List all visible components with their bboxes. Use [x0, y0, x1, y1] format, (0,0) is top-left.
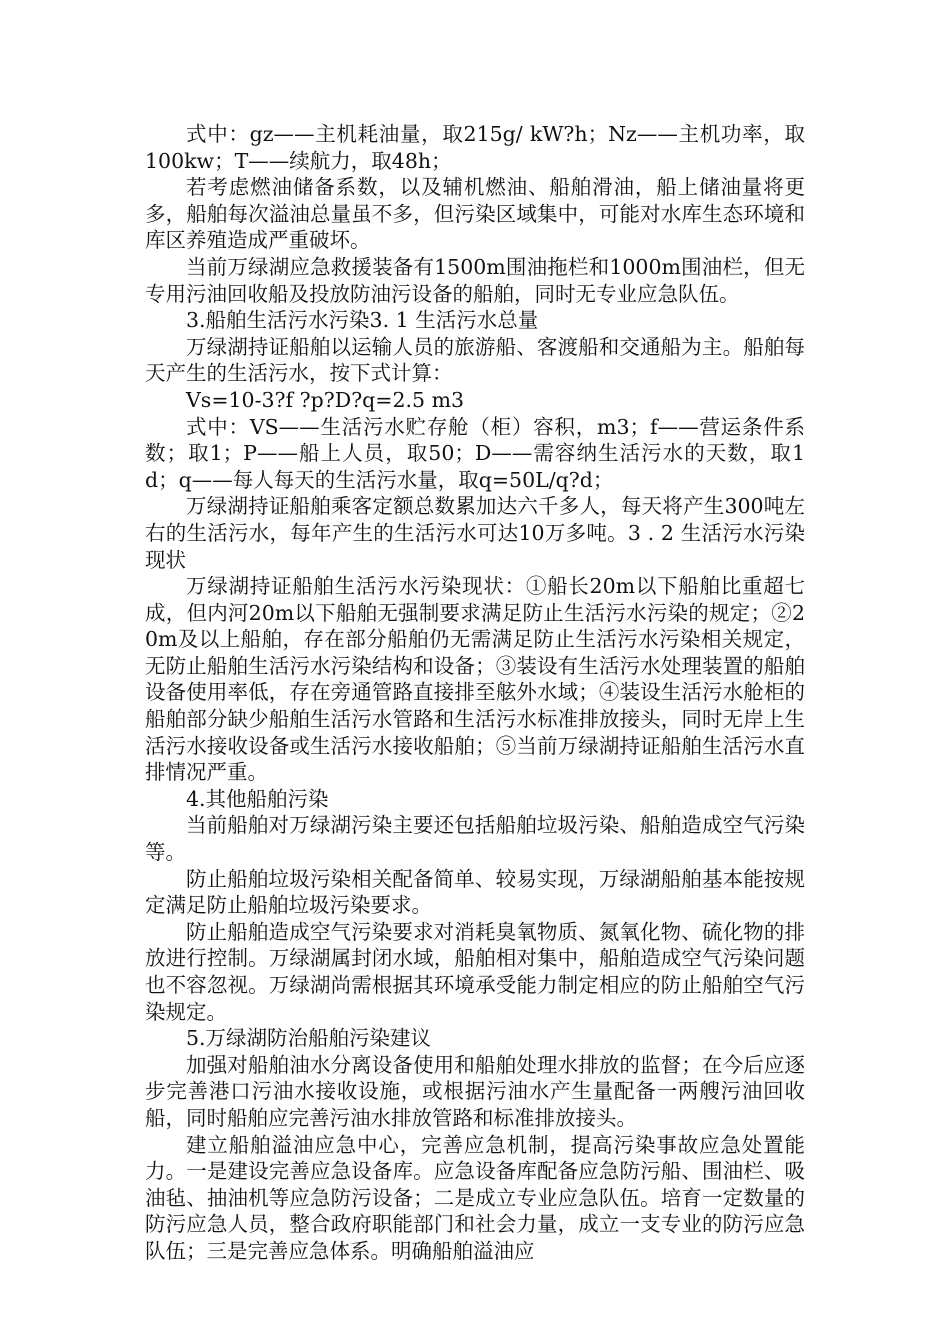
paragraph-sewage-status: 万绿湖持证船舶生活污水污染现状：①船长20m以下船舶比重超七成，但内河20m以下船舶无强制要求满足防止生活污水污染的规定；②20m及以上船舶，存在部分船舶仍无需满足防止生活污水污染相关规定，无防止船舶生活污水污染结构和设备；③装设有生活污水处理装置的船舶设备使用率低，存在旁通管路直接排至舷外水域；④装设生活污水舱柜的船舶部分缺少船舶生活污水管路和生活污水标准排放接头，同时无岸上生活污水接收设备或生活污水接收船舶；⑤当前万绿湖持证船舶生活污水直排情况严重。 — [145, 574, 805, 785]
section-heading-sewage-total: 3.船舶生活污水污染3. 1 生活污水总量 — [186, 308, 539, 333]
document-body — [145, 121, 805, 1265]
paragraph-garbage-pollution: 防止船舶垃圾污染相关配备简单、较易实现，万绿湖船舶基本能按规定满足防止船舶垃圾污染要求。 — [145, 866, 805, 918]
section-heading-other-pollution: 4.其他船舶污染 — [186, 786, 329, 811]
paragraph-recommendation-supervision: 加强对船舶油水分离设备使用和船舶处理水排放的监督；在今后应逐步完善港口污油水接收设施，或根据污油水产生量配备一两艘污油回收船，同时船舶应完善污油水排放管路和标准排放接头。 — [145, 1052, 805, 1130]
paragraph-other-pollution: 当前船舶对万绿湖污染主要还包括船舶垃圾污染、船舶造成空气污染等。 — [145, 813, 805, 865]
section-heading-recommendations: 5.万绿湖防治船舶污染建议 — [186, 1026, 432, 1051]
paragraph-recommendation-emergency-center: 建立船舶溢油应急中心，完善应急机制，提高污染事故应急处置能力。一是建设完善应急设备库。应急设备库配备应急防污船、围油栏、吸油毡、抽油机等应急防污设备；二是成立专业应急队伍。培育一定数量的防污应急人员，整合政府职能部门和社会力量，成立一支专业的防污应急队伍；三是完善应急体系。明确船舶溢油应 — [145, 1132, 805, 1263]
paragraph-formula-explanation-fuel: 式中：gz——主机耗油量，取215g/ kW?h；Nz——主机功率，取100kw；T——续航力，取48h； — [145, 122, 805, 173]
paragraph-air-pollution: 防止船舶造成空气污染要求对消耗臭氧物质、氮氧化物、硫化物的排放进行控制。万绿湖属封闭水域，船舶相对集中，船舶造成空气污染问题也不容忽视。万绿湖尚需根据其环境承受能力制定相应的防止船舶空气污染规定。 — [145, 919, 805, 1024]
paragraph-sewage-volume: 万绿湖持证船舶乘客定额总数累加达六千多人，每天将产生300吨左右的生活污水，每年产生的生活污水可达10万多吨。3 . 2 生活污水污染现状 — [145, 494, 805, 572]
paragraph-emergency-equipment: 当前万绿湖应急救援装备有1500m围油拖栏和1000m围油栏，但无专用污油回收船及投放防油污设备的船舶，同时无专业应急队伍。 — [145, 254, 805, 306]
paragraph-formula-explanation-sewage: 式中：VS——生活污水贮存舱（柜）容积，m3；f——营运条件系数；取1；P——船上人员，取50；D——需容纳生活污水的天数，取1d；q——每人每天的生活污水量，取q=50L/q?d； — [145, 414, 805, 492]
paragraph-sewage-formula: Vs=10-3?f ?p?D?q=2.5 m3 — [186, 387, 465, 412]
paragraph-fuel-reserve: 若考虑燃油储备系数，以及辅机燃油、船舶滑油，船上储油量将更多，船舶每次溢油总量虽不多，但污染区域集中，可能对水库生态环境和库区养殖造成严重破坏。 — [145, 175, 805, 253]
paragraph-sewage-calculation-intro: 万绿湖持证船舶以运输人员的旅游船、客渡船和交通船为主。船舶每天产生的生活污水，按下式计算： — [145, 334, 805, 386]
